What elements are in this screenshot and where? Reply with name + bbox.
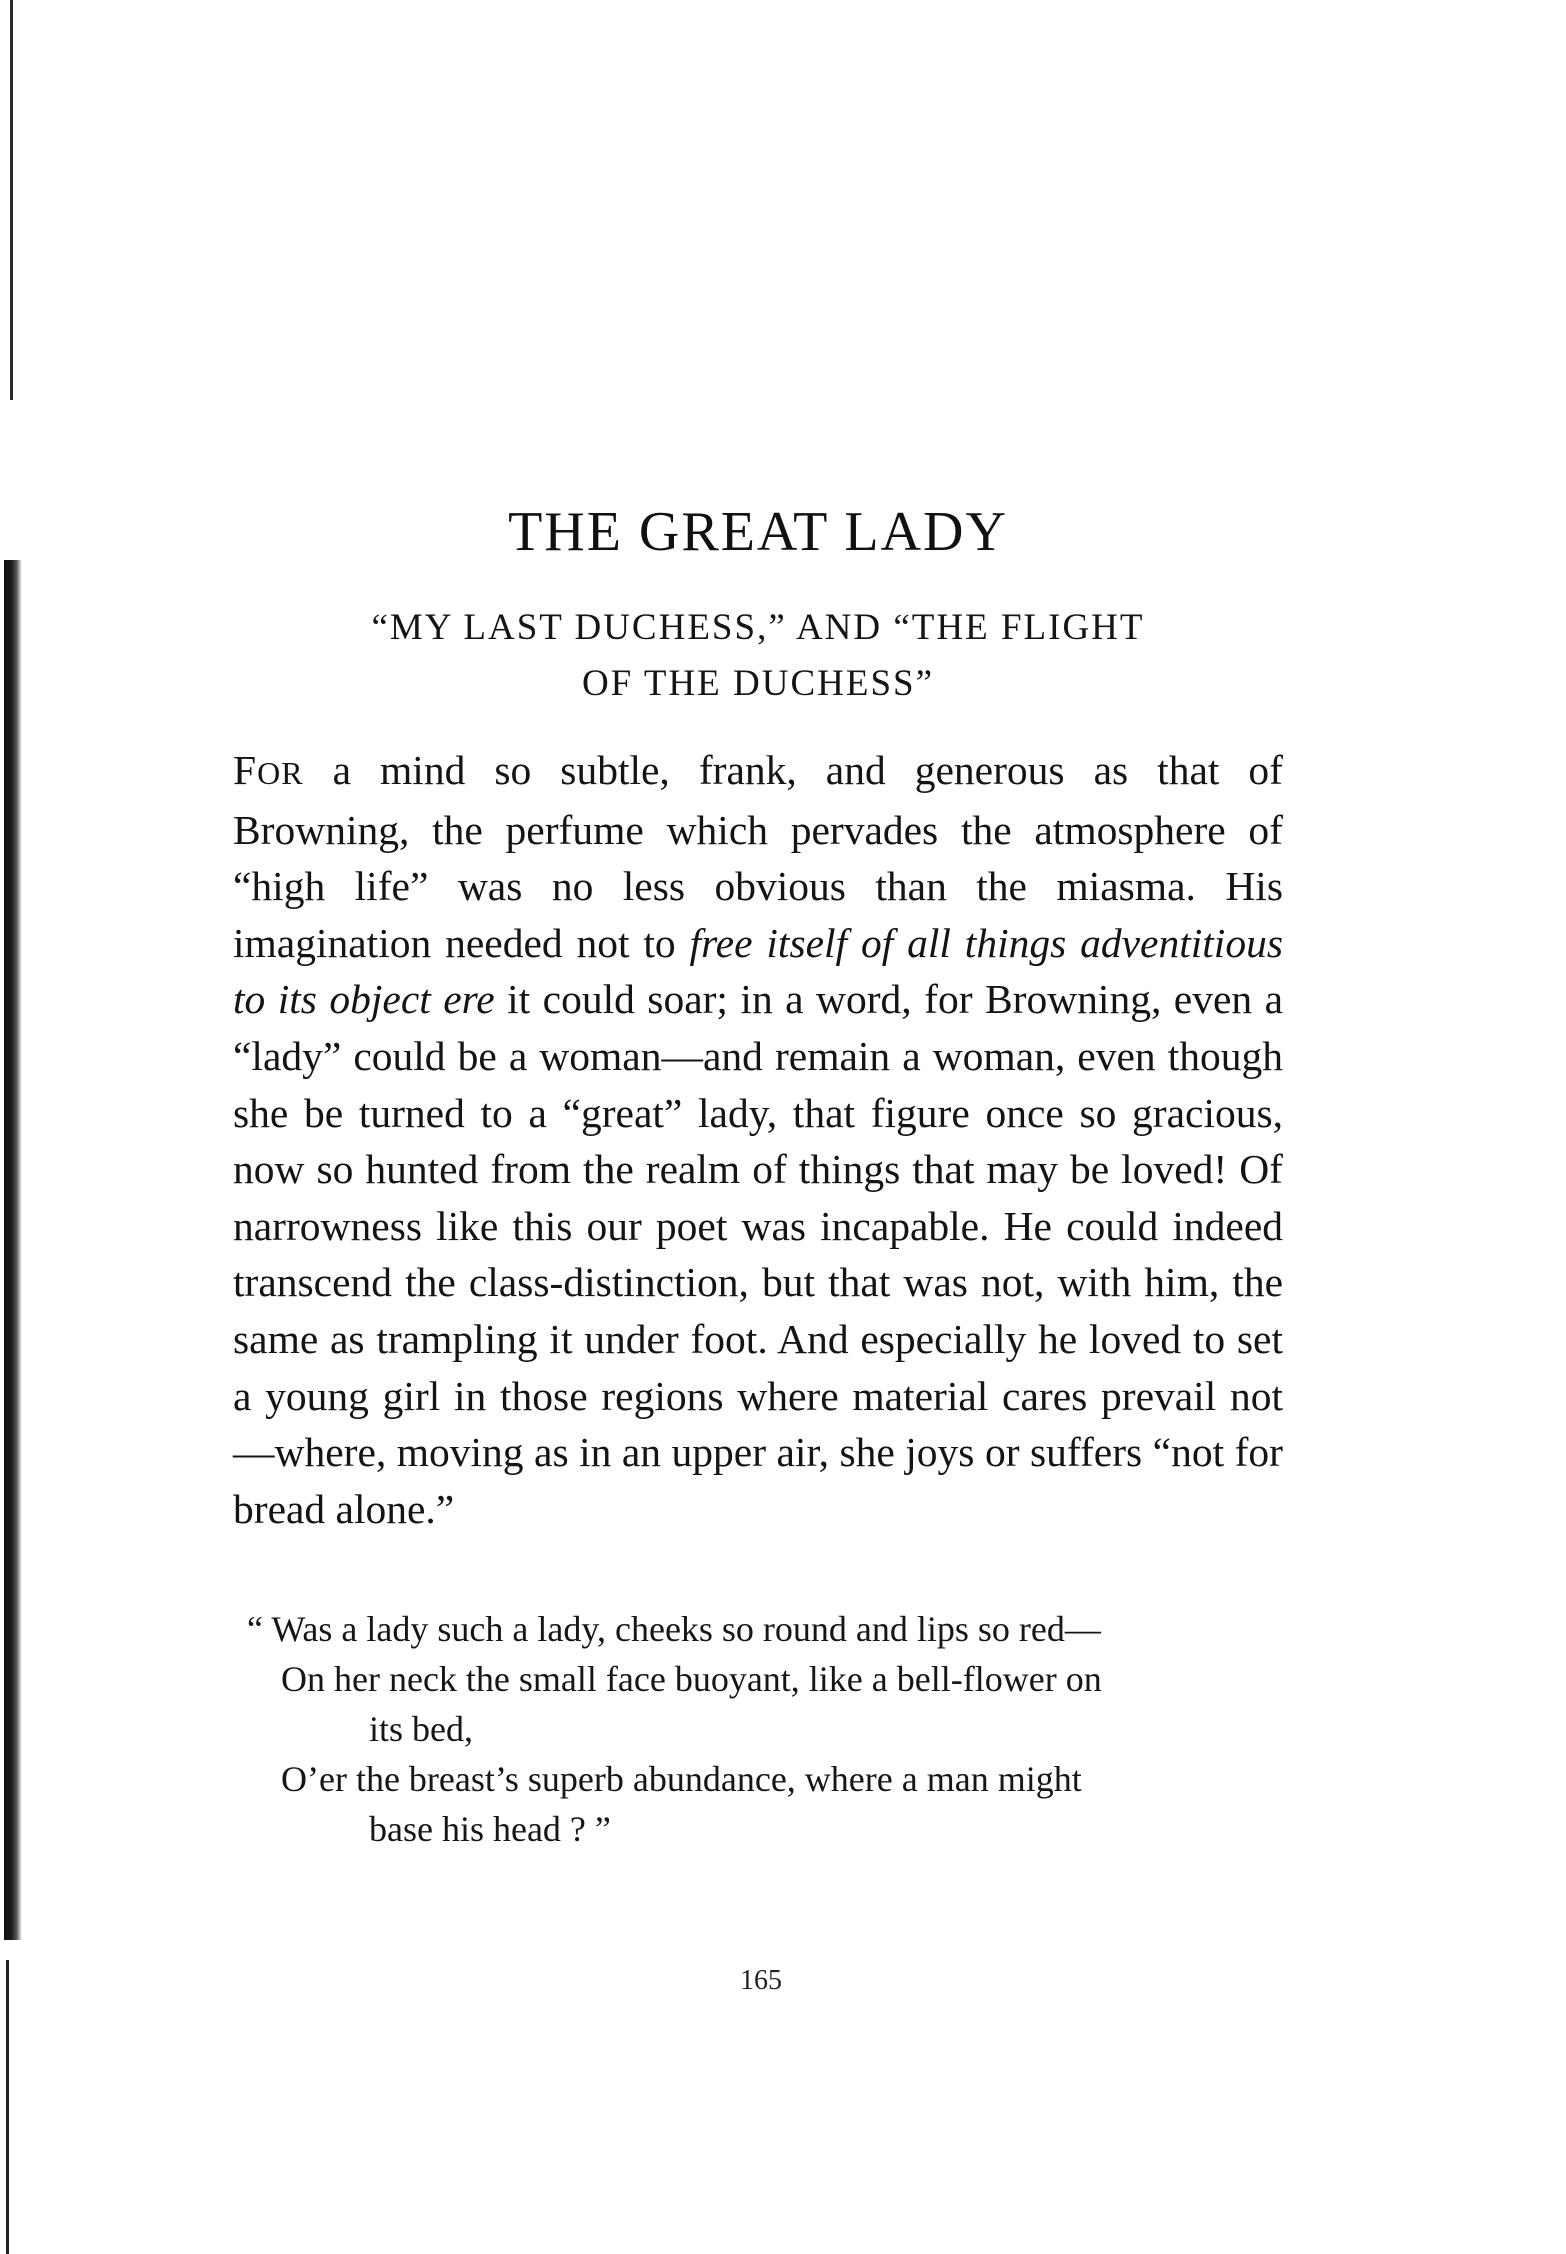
gutter-edge-bottom — [6, 1960, 9, 2254]
dropcap-rest: OR — [257, 755, 304, 791]
body-paragraph — [233, 742, 1283, 1537]
page-number: 165 — [740, 1965, 782, 1996]
paragraph-text — [233, 742, 1283, 1537]
dropcap-first-letter: F — [233, 747, 258, 793]
verse-line-5: base his head ? ” — [369, 1809, 611, 1849]
verse-line-2: On her neck the small face buoyant, like a bell-flower on — [281, 1659, 1102, 1699]
chapter-subtitle — [233, 600, 1283, 712]
binding-gutter — [0, 0, 40, 2254]
verse-quotation — [233, 1604, 1293, 1854]
paragraph-part-2: it could soar; in a word, for Browning, even a “lady” could be a woman—and remain a woman, even though she be turned to a “great” lady, that figure once so gracious, now so hunted from the realm of things that may be loved! Of narrowness like this our poet was incapable. He could indeed transcend the class-distinction, but that was not, with him, the same as trampling it under foot. And especially he loved to set a young girl in those regions where material cares prevail not—where, moving as in an upper air, she joys or suffers “not for bread alone.” — [233, 976, 1283, 1532]
chapter-title: THE GREAT LADY — [508, 501, 1008, 563]
verse-line-3: its bed, — [369, 1709, 473, 1749]
opening-smallcaps — [233, 747, 304, 793]
gutter-shadow — [4, 560, 22, 1940]
gutter-edge-top — [10, 0, 13, 400]
italic-phrase: free itself of all things adventitious to its object ere — [233, 919, 1283, 1023]
subtitle-line-1: “MY LAST DUCHESS,” AND “THE FLIGHT — [371, 607, 1145, 648]
paragraph-part-1: a mind so subtle, frank, and generous as that of Browning, the perfume which pervades the atmosphere of “high life” was no less obvious than the miasma. His imagination needed not to — [233, 747, 1283, 966]
verse-line-1: “ Was a lady such a lady, cheeks so round and lips so red— — [247, 1609, 1101, 1649]
verse-line-4: O’er the breast’s superb abundance, where a man might — [281, 1759, 1082, 1799]
subtitle-line-2: OF THE DUCHESS” — [581, 663, 935, 704]
